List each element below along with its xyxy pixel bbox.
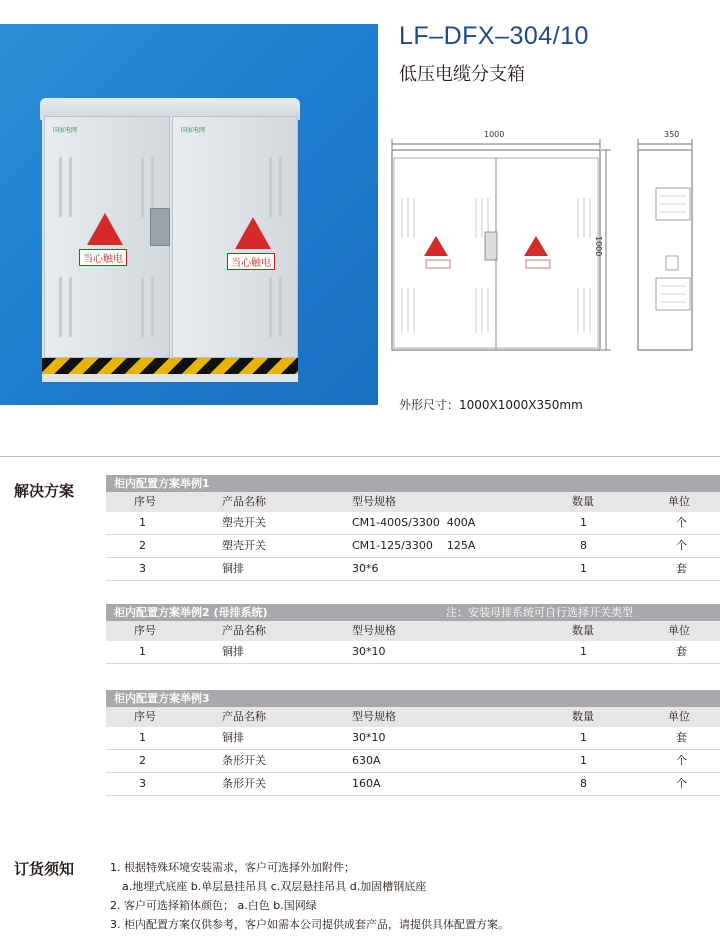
config-table (106, 690, 720, 796)
table-cell: 铜排 (222, 562, 244, 575)
order-line: 2. 客户可选择箱体颜色； a.白色 b.国网绿 (110, 899, 317, 912)
table-cell: 30*10 (352, 645, 386, 658)
table-cell: 套 (676, 731, 687, 744)
divider (0, 456, 720, 457)
table-cell: 2 (139, 539, 146, 552)
dim-depth: 350 (664, 130, 680, 139)
table-cell: 个 (676, 516, 687, 529)
table-cell: 塑壳开关 (222, 516, 266, 529)
column-header: 产品名称 (222, 495, 266, 508)
table-row (106, 727, 720, 750)
order-line: 1. 根据特殊环境安装需求，客户可选择外加附件； (110, 861, 355, 874)
config-table (106, 604, 720, 664)
model-title: LF–DFX–304/10 (399, 22, 589, 50)
size-note: 外形尺寸：1000X1000X350mm (399, 398, 583, 412)
table-row (106, 558, 720, 581)
dim-width: 1000 (484, 130, 505, 139)
table-cell: 160A (352, 777, 381, 790)
table-cell: 630A (352, 754, 381, 767)
table-row (106, 641, 720, 664)
table-cell: 1 (580, 516, 587, 529)
logo-text: 国家电网 (181, 127, 206, 134)
table-cell: 1 (139, 516, 146, 529)
table-cell: 2 (139, 754, 146, 767)
warning-triangle-icon (235, 217, 271, 249)
column-header: 产品名称 (222, 710, 266, 723)
table-cell: CM1-125/3300 125A (352, 539, 476, 552)
column-header: 序号 (134, 624, 156, 637)
column-header: 型号规格 (352, 624, 396, 637)
order-section-title: 订货须知 (14, 860, 75, 878)
table-header-row (106, 621, 720, 641)
column-header: 型号规格 (352, 495, 396, 508)
order-notes (110, 858, 509, 934)
column-header: 产品名称 (222, 624, 266, 637)
column-header: 单位 (668, 710, 690, 723)
column-header: 单位 (668, 624, 690, 637)
table-cell: 3 (139, 777, 146, 790)
table-header-row (106, 492, 720, 512)
table-cell: 条形开关 (222, 754, 266, 767)
table-cell: 塑壳开关 (222, 539, 266, 552)
column-header: 序号 (134, 710, 156, 723)
door-handle (150, 208, 170, 246)
column-header: 数量 (572, 624, 594, 637)
table-title-text: 柜内配置方案举例1 (114, 477, 210, 490)
config-table-title (106, 690, 720, 707)
hazard-stripe (42, 358, 298, 374)
table-note: 注：安装母排系统可自行选择开关类型 (446, 606, 633, 619)
column-header: 序号 (134, 495, 156, 508)
table-cell: 套 (676, 562, 687, 575)
order-line: 3. 柜内配置方案仅供参考，客户如需本公司提供成套产品，请提供具体配置方案。 (110, 918, 509, 931)
right-door (172, 116, 298, 358)
config-table-title (106, 475, 720, 492)
warning-label: 当心触电 (227, 253, 275, 270)
table-cell: CM1-400S/3300 400A (352, 516, 476, 529)
table-row (106, 535, 720, 558)
solution-section-title: 解决方案 (14, 482, 75, 500)
table-row (106, 512, 720, 535)
table-row (106, 750, 720, 773)
product-photo (0, 24, 378, 405)
table-title-text: 柜内配置方案举例3 (114, 692, 210, 705)
column-header: 数量 (572, 495, 594, 508)
table-cell: 铜排 (222, 731, 244, 744)
column-header: 单位 (668, 495, 690, 508)
table-cell: 1 (580, 645, 587, 658)
table-cell: 个 (676, 539, 687, 552)
table-cell: 1 (139, 731, 146, 744)
table-row (106, 773, 720, 796)
warning-label: 当心触电 (79, 249, 127, 266)
table-title-text: 柜内配置方案举例2 (母排系统) (114, 606, 268, 619)
table-cell: 30*6 (352, 562, 379, 575)
dimension-drawing (388, 128, 720, 358)
dim-height: 1000 (594, 236, 603, 257)
table-cell: 个 (676, 777, 687, 790)
column-header: 数量 (572, 710, 594, 723)
table-cell: 1 (580, 562, 587, 575)
table-cell: 个 (676, 754, 687, 767)
table-cell: 条形开关 (222, 777, 266, 790)
product-name: 低压电缆分支箱 (399, 64, 525, 85)
table-cell: 8 (580, 777, 587, 790)
config-table (106, 475, 720, 581)
column-header: 型号规格 (352, 710, 396, 723)
cabinet-body (42, 116, 298, 382)
config-table-title (106, 604, 720, 621)
table-cell: 3 (139, 562, 146, 575)
table-cell: 30*10 (352, 731, 386, 744)
table-cell: 1 (139, 645, 146, 658)
warning-triangle-icon (87, 213, 123, 245)
table-header-row (106, 707, 720, 727)
table-cell: 8 (580, 539, 587, 552)
order-line: a.地埋式底座 b.单层悬挂吊具 c.双层悬挂吊具 d.加固槽钢底座 (122, 880, 427, 893)
logo-text: 国家电网 (53, 127, 78, 134)
table-cell: 1 (580, 754, 587, 767)
table-cell: 套 (676, 645, 687, 658)
table-cell: 1 (580, 731, 587, 744)
table-cell: 铜排 (222, 645, 244, 658)
